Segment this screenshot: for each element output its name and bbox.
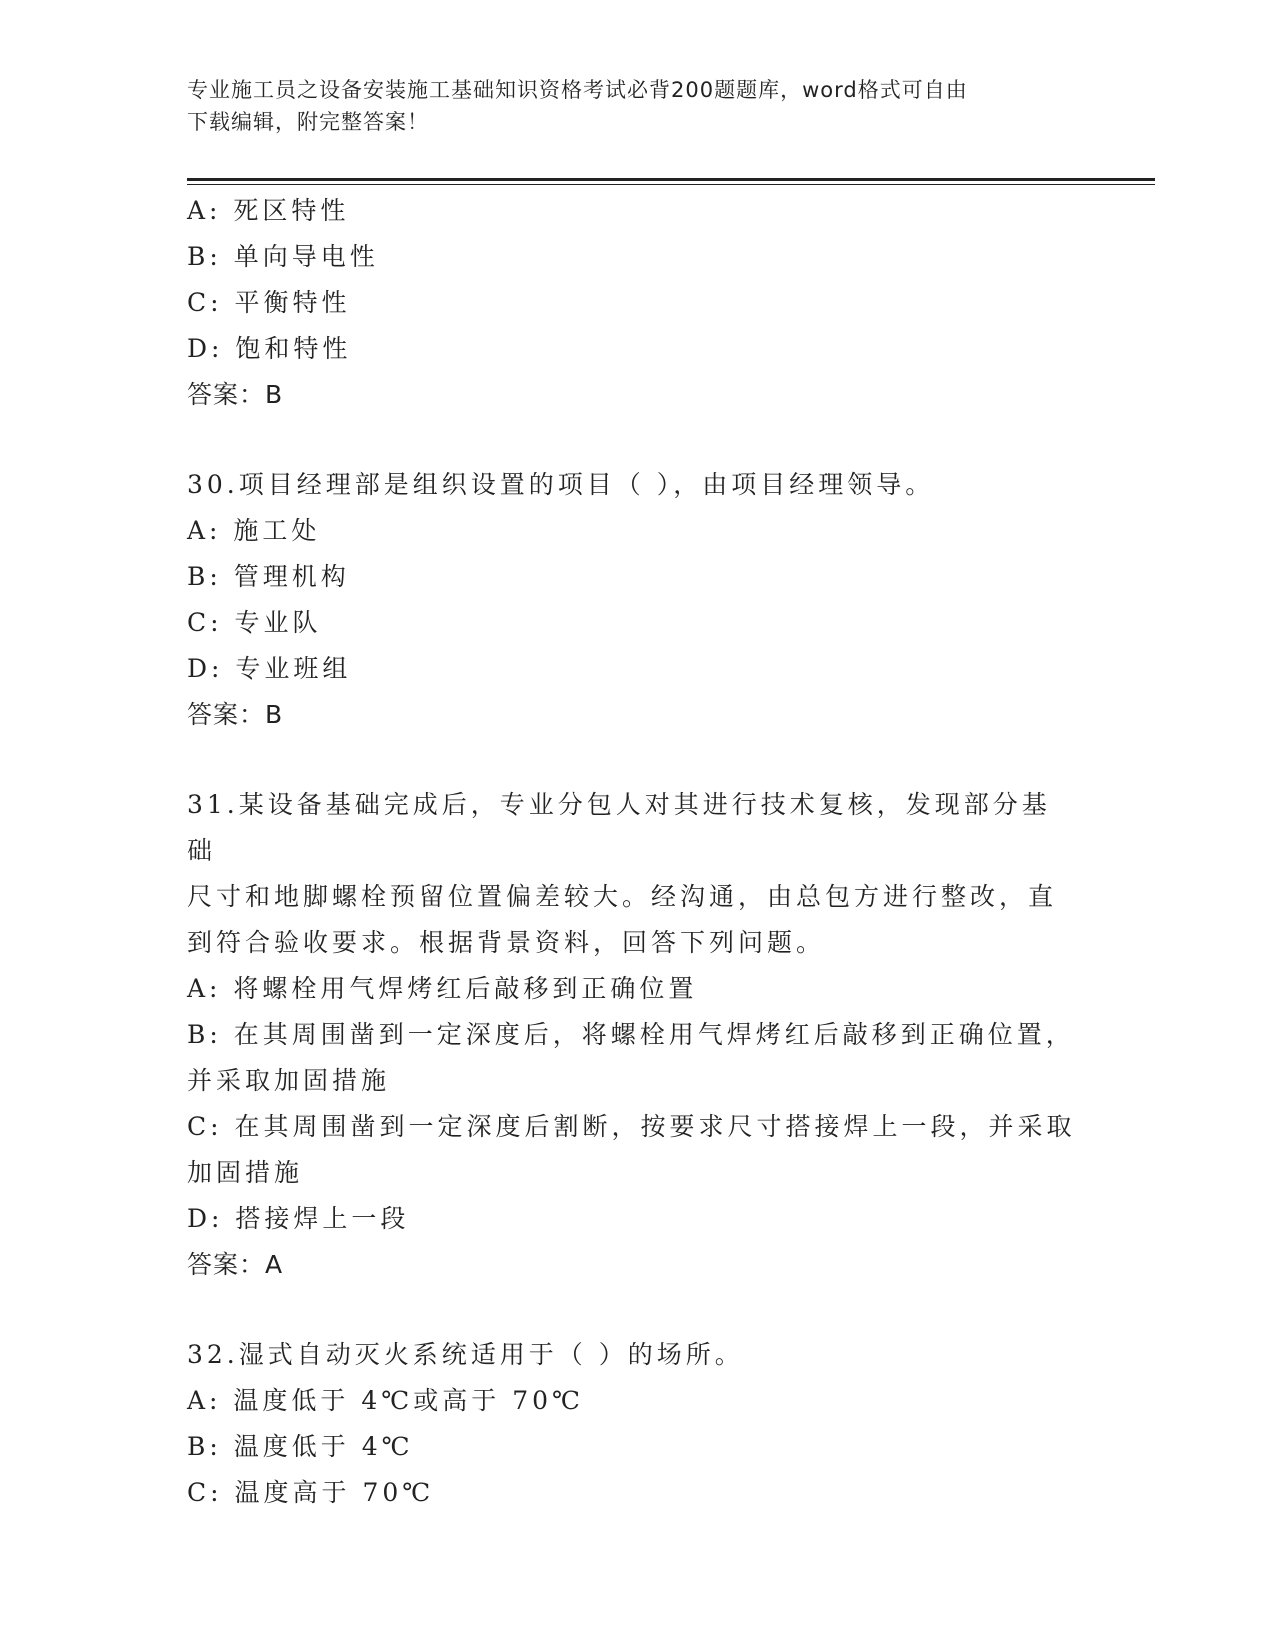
spacer	[187, 1288, 1077, 1332]
answer-line: 答案：B	[187, 380, 284, 409]
header-line-1: 专业施工员之设备安装施工基础知识资格考试必背200题题库，word格式可自由	[187, 78, 968, 102]
question-text-line-1: 31.某设备基础完成后，专业分包人对其进行技术复核，发现部分基础	[187, 790, 1051, 865]
option-a: A: 施工处	[187, 516, 321, 545]
option-b: B: 温度低于 4℃	[187, 1432, 414, 1461]
option-a: A: 将螺栓用气焊烤红后敲移到正确位置	[187, 974, 698, 1003]
spacer	[187, 738, 1077, 782]
question-32	[187, 1332, 1077, 1516]
document-header	[187, 74, 1067, 138]
option-d: D: 搭接焊上一段	[187, 1204, 410, 1233]
question-text: 32.湿式自动灭火系统适用于（ ）的场所。	[187, 1340, 744, 1369]
option-b: B: 管理机构	[187, 562, 350, 591]
question-31	[187, 782, 1077, 1288]
option-b-line-2: 并采取加固措施	[187, 1066, 391, 1095]
option-c-line-1: C: 在其周围凿到一定深度后割断，按要求尺寸搭接焊上一段，并采取	[187, 1112, 1076, 1141]
option-c: C: 专业队	[187, 608, 322, 637]
question-30	[187, 462, 1077, 738]
question-text-line-2: 尺寸和地脚螺栓预留位置偏差较大。经沟通，由总包方进行整改，直	[187, 882, 1058, 911]
question-content	[187, 188, 1077, 1516]
option-c: C: 平衡特性	[187, 288, 351, 317]
answer-line: 答案：A	[187, 1250, 284, 1279]
header-rule-thick	[187, 178, 1155, 181]
option-a: A: 温度低于 4℃或高于 70℃	[187, 1386, 584, 1415]
header-rule-thin	[187, 184, 1155, 185]
option-a: A: 死区特性	[187, 196, 350, 225]
option-d: D: 专业班组	[187, 654, 352, 683]
spacer	[187, 418, 1077, 462]
header-line-2: 下载编辑，附完整答案！	[187, 110, 429, 134]
option-d: D: 饱和特性	[187, 334, 352, 363]
option-b: B: 单向导电性	[187, 242, 379, 271]
answer-line: 答案：B	[187, 700, 284, 729]
option-c-line-2: 加固措施	[187, 1158, 304, 1187]
question-text-line-3: 到符合验收要求。根据背景资料，回答下列问题。	[187, 928, 826, 957]
option-c: C: 温度高于 70℃	[187, 1478, 435, 1507]
option-b-line-1: B: 在其周围凿到一定深度后，将螺栓用气焊烤红后敲移到正确位置，	[187, 1020, 1075, 1049]
question-29	[187, 188, 1077, 418]
question-text: 30.项目经理部是组织设置的项目（ ），由项目经理领导。	[187, 470, 935, 499]
